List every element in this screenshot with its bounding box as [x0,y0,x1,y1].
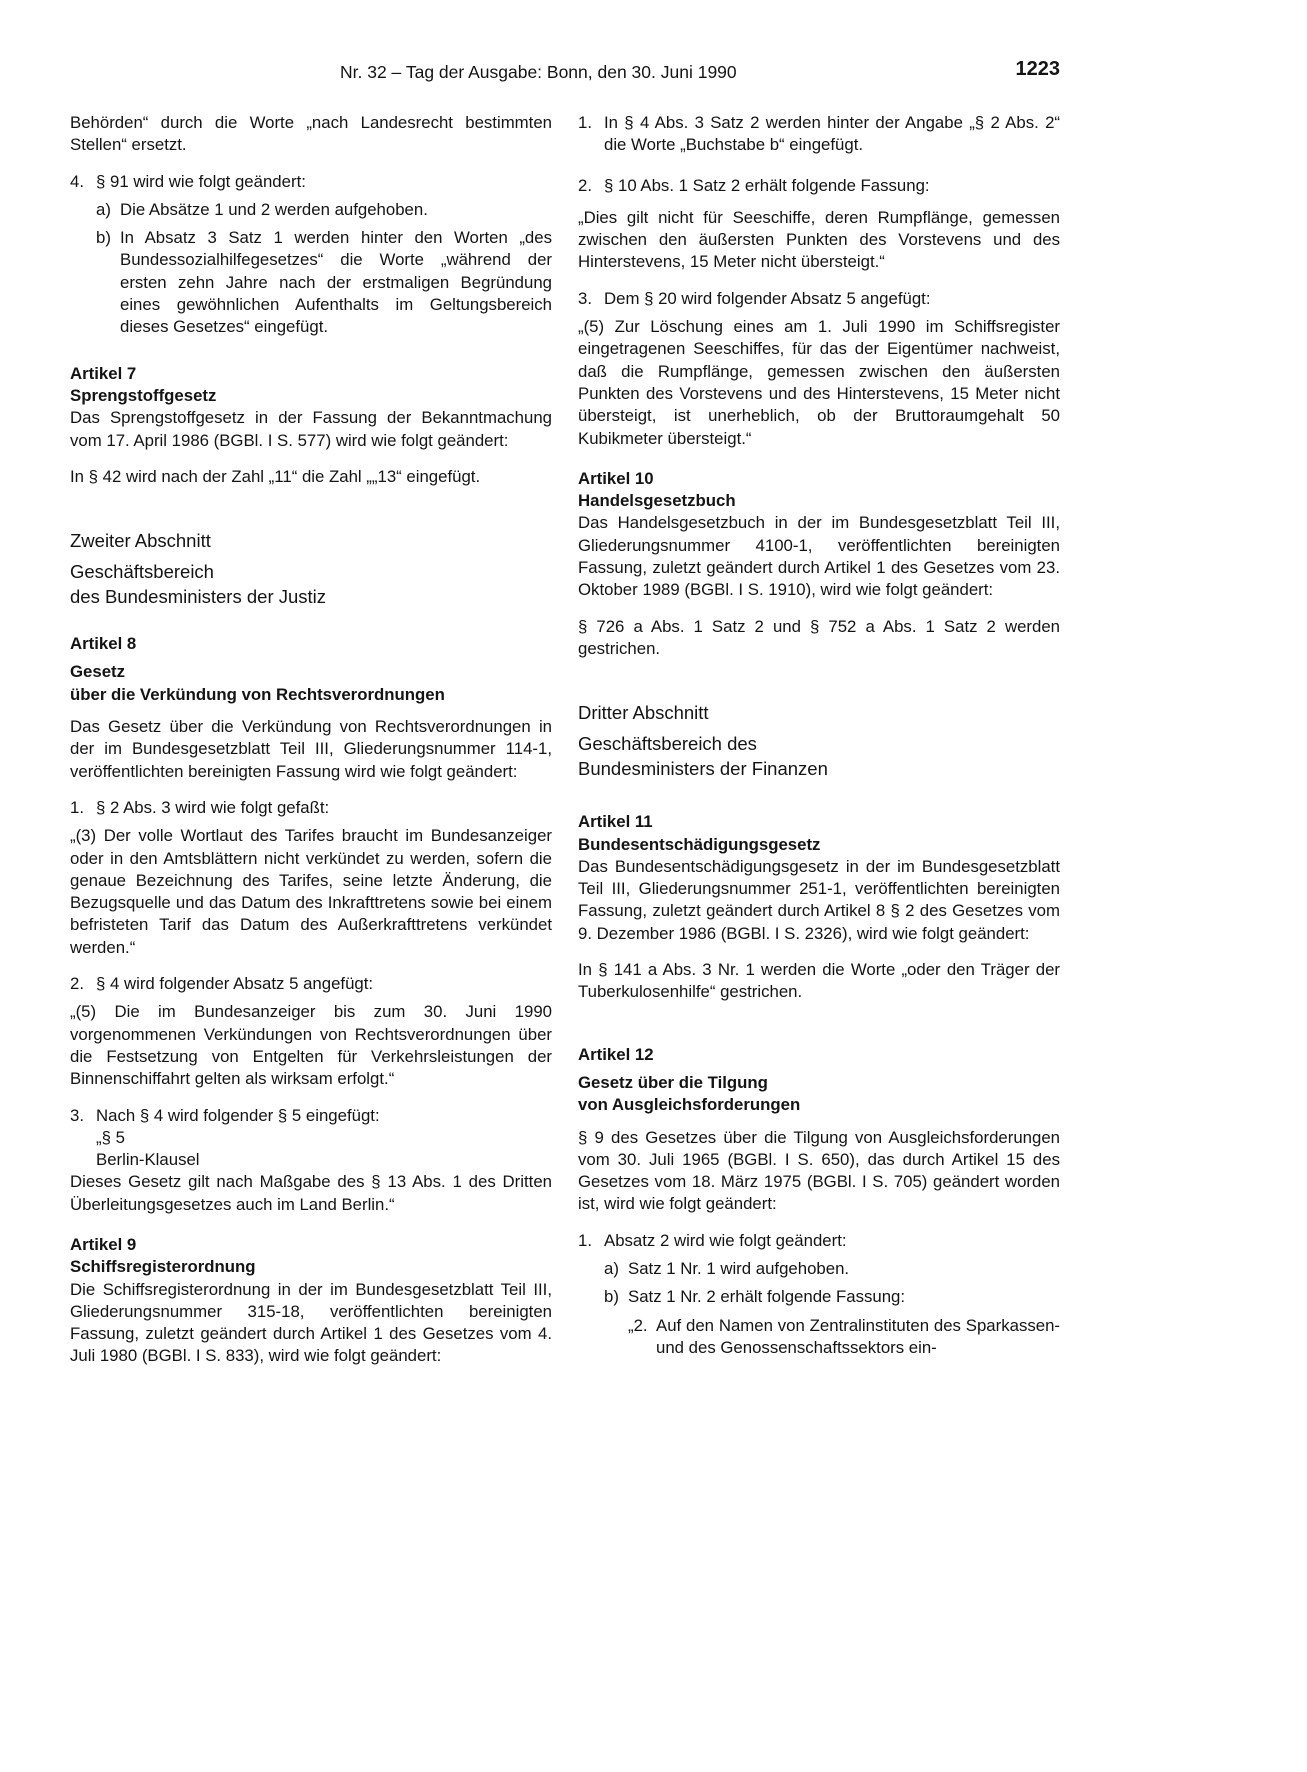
list-number: a) [604,1258,619,1278]
list-text: § 4 wird folgender Absatz 5 angefügt: [96,974,374,994]
article-12-item-1a [604,1258,1060,1280]
list-item-4b [96,227,552,338]
list-number: b) [604,1287,619,1307]
section-3-line-2: Bundesministers der Finanzen [578,758,828,780]
article-7-name: Sprengstoffgesetz [70,385,217,405]
article-10-name: Handelsgesetzbuch [578,491,736,511]
article-8-item-2 [70,973,552,995]
paragraph-5-heading: „§ 5 [96,1127,125,1147]
article-8-paragraph: Das Gesetz über die Verkündung von Rechtsverordnungen in der im Bundesgesetzblatt Teil III, Gliederungsnummer 114-1, veröffentlichten bereinigten Fassung wird wie folgt geändert: [70,717,552,781]
article-9-item-1 [578,112,1060,157]
article-10-amendment: § 726 a Abs. 1 Satz 2 und § 752 a Abs. 1 Satz 2 werden gestrichen. [578,616,1060,658]
article-9-name: Schiffsregisterordnung [70,1257,256,1277]
section-3-title: Dritter Abschnitt [578,702,709,724]
list-number: 4. [70,171,84,191]
article-9-quote-2: „Dies gilt nicht für Seeschiffe, deren Rumpflänge, gemessen zwischen den äußersten Punkten des Vorstevens und des Hinterstevens, 15 Meter nicht übersteigt.“ [578,207,1060,272]
article-11-amendment: In § 141 a Abs. 3 Nr. 1 werden die Worte „oder den Träger der Tuberkulosenhilfe“ gestrichen. [578,960,1060,1002]
article-12-name-line-2: von Ausgleichsforderungen [578,1095,801,1115]
list-number: 2. [578,175,592,195]
left-column [70,112,552,1368]
list-number: 1. [578,1230,592,1250]
article-11-paragraph: Das Bundesentschädigungsgesetz in der im Bundesgesetzblatt Teil III, Gliederungsnummer 251-1, veröffentlichten bereinigten Fassung, zuletzt geändert durch Artikel 8 § 2 des Gesetzes vom 9. Dezember 1986 (BGBl. I S. 2326), wird wie folgt geändert: [578,856,1060,943]
list-text: In § 4 Abs. 3 Satz 2 werden hinter der Angabe „§ 2 Abs. 2“ die Worte „Buchstabe b“ eingefügt. [604,113,1060,155]
article-12-title: Artikel 12 [578,1044,654,1064]
article-11-name: Bundesentschädigungsgesetz [578,834,821,854]
article-9-quote-3: „(5) Zur Löschung eines am 1. Juli 1990 im Schiffsregister eingetragenen Seeschiffes, für das der Eigentümer nachweist, daß die Rumpflänge, gemessen zwischen den äußersten Punkten des Vorstevens und des Hinterstevens, 15 Meter nicht übersteigt, ist unerheblich, ob der Bruttoraumgehalt 50 Kubikmeter übersteigt.“ [578,317,1060,448]
list-number: a) [96,199,111,219]
article-9-item-3 [578,288,1060,310]
list-item-4a [96,199,552,221]
list-item-4 [70,171,552,193]
article-8-quote-2: „(5) Die im Bundesanzeiger bis zum 30. Juni 1990 vorgenommenen Verkündungen von Rechtsverordnungen über die Festsetzung von Entgelten für Verkehrsleistungen der Binnenschiffahrt gelten als wirksam erfolgt.“ [70,1002,552,1089]
list-number: 3. [578,288,592,308]
quote-text: Auf den Namen von Zentralinstituten des Sparkassen- und des Genossenschaftssektors ein- [656,1315,1060,1357]
article-9-paragraph: Die Schiffsregisterordnung in der im Bundesgesetzblatt Teil III, Gliederungsnummer 315-18, veröffentlichten bereinigten Fassung, zuletzt geändert durch Artikel 1 des Gesetzes vom 4. Juli 1980 (BGBl. I S. 833), wird wie folgt geändert: [70,1279,552,1366]
header-issue-line: Nr. 32 – Tag der Ausgabe: Bonn, den 30. Juni 1990 [340,62,737,82]
page-header [70,58,1060,88]
article-7-title: Artikel 7 [70,363,137,383]
section-2-line-2: des Bundesministers der Justiz [70,586,327,608]
article-7-amendment: In § 42 wird nach der Zahl „11“ die Zahl „„13“ eingefügt. [70,466,481,486]
article-12-item-1b [604,1286,1060,1308]
article-9-title: Artikel 9 [70,1234,137,1254]
article-12-quote [628,1315,1060,1360]
list-text: § 91 wird wie folgt geändert: [96,171,306,191]
list-number: 1. [70,797,84,817]
list-text: § 10 Abs. 1 Satz 2 erhält folgende Fassung: [604,175,930,195]
article-8-name-line-1: Gesetz [70,662,126,682]
intro-paragraph: Behörden“ durch die Worte „nach Landesrecht bestimmten Stellen“ ersetzt. [70,113,552,155]
list-text: In Absatz 3 Satz 1 werden hinter den Worten „des Bundessozialhilfegesetzes“ die Worte „während der ersten zehn Jahre nach der erstmaligen Begründung eines gewöhnlichen Aufenthalts im Geltungsbereich dieses Gesetzes“ eingefügt. [120,228,552,337]
article-12-name-line-1: Gesetz über die Tilgung [578,1072,768,1092]
list-number: 3. [70,1105,84,1125]
list-text: Die Absätze 1 und 2 werden aufgehoben. [120,199,428,219]
article-8-title: Artikel 8 [70,634,137,654]
list-text: Absatz 2 wird wie folgt geändert: [604,1230,847,1250]
article-8-name-line-2: über die Verkündung von Rechtsverordnungen [70,684,445,704]
article-11-title: Artikel 11 [578,812,653,832]
list-number: 2. [70,974,84,994]
section-2-line-1: Geschäftsbereich [70,561,214,583]
page-number: 1223 [1015,58,1060,80]
list-text: Dem § 20 wird folgender Absatz 5 angefügt: [604,288,931,308]
berlin-clause-heading: Berlin-Klausel [96,1150,200,1170]
list-text: Nach § 4 wird folgender § 5 eingefügt: [96,1105,380,1125]
article-8-item-1 [70,797,552,819]
article-8-quote-1: „(3) Der volle Wortlaut des Tarifes braucht im Bundesanzeiger oder in den Amtsblättern nicht verkündet zu werden, sofern die genaue Bezeichnung des Tarifes, seine letzte Änderung, die Bezugsquelle und das Datum des Inkrafttretens sowie bei einem befristeten Tarif das Datum des Außerkrafttretens verkündet werden.“ [70,826,552,957]
list-number: b) [96,228,111,248]
quote-number: „2. [628,1315,648,1335]
article-7-paragraph: Das Sprengstoffgesetz in der Fassung der Bekanntmachung vom 17. April 1986 (BGBl. I S. 577) wird wie folgt geändert: [70,408,552,450]
right-column [578,112,1060,1359]
section-2-title: Zweiter Abschnitt [70,530,211,552]
article-12-paragraph: § 9 des Gesetzes über die Tilgung von Ausgleichsforderungen vom 30. Juli 1965 (BGBl. I S. 650), das durch Artikel 15 des Gesetzes vom 18. März 1975 (BGBl. I S. 705) geändert worden ist, wird wie folgt geändert: [578,1127,1060,1214]
section-3-line-1: Geschäftsbereich des [578,733,757,755]
list-text: Satz 1 Nr. 2 erhält folgende Fassung: [628,1287,906,1307]
article-8-item-3 [70,1105,552,1127]
article-10-title: Artikel 10 [578,468,654,488]
article-10-paragraph: Das Handelsgesetzbuch in der im Bundesgesetzblatt Teil III, Gliederungsnummer 4100-1, veröffentlichten bereinigten Fassung, zuletzt geändert durch Artikel 1 des Gesetzes vom 23. Oktober 1989 (BGBl. I S. 1910), wird wie folgt geändert: [578,513,1060,600]
berlin-clause-text: Dieses Gesetz gilt nach Maßgabe des § 13 Abs. 1 des Dritten Überleitungsgesetzes auch im Land Berlin.“ [70,1172,552,1214]
list-text: Satz 1 Nr. 1 wird aufgehoben. [628,1258,850,1278]
article-12-item-1 [578,1230,1060,1252]
list-text: § 2 Abs. 3 wird wie folgt gefaßt: [96,797,330,817]
article-9-item-2 [578,175,1060,197]
list-number: 1. [578,113,592,132]
